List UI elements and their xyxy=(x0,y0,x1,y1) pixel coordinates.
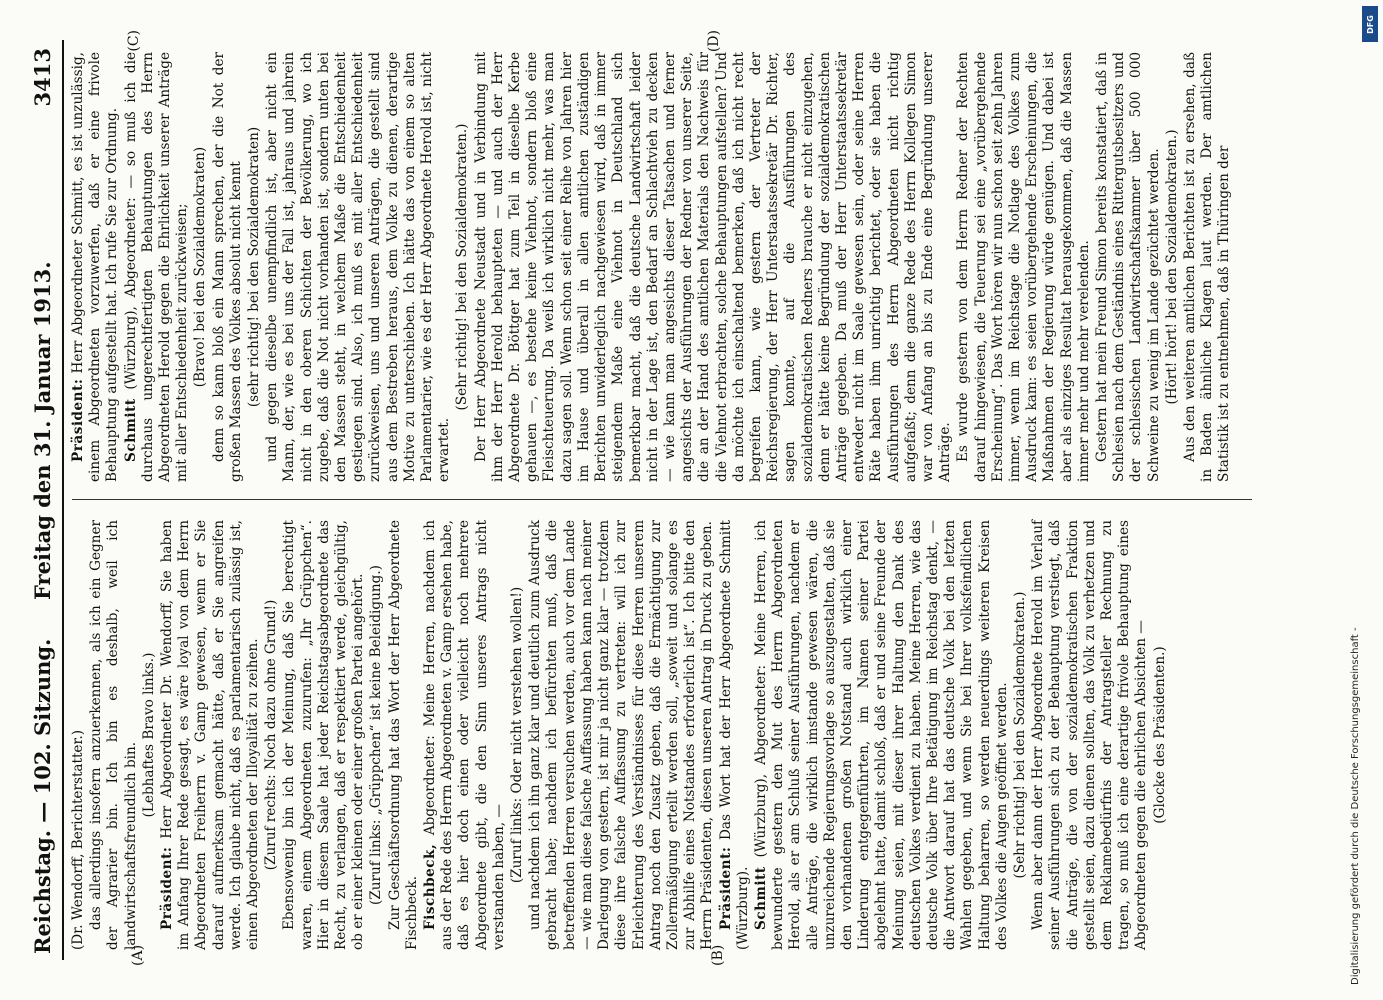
interjection: (Sehr richtig! bei den Sozialdemokraten.) xyxy=(454,123,471,411)
page-number: 3413 xyxy=(30,48,55,107)
text-paragraph: Wenn aber dann der Herr Abgeordnete Herold im Verlauf seiner Ausführungen sich zu der Behauptung verstiegt, daß die Anträge, die von der sozialdemokratischen Fraktion gestellt seien, dazu dienen sollten, das Volk zu verhetzen und dem Reklamebedürfnis der Antragsteller Rechnung zu tragen, so muß ich eine derartige frivole Behauptung eines Abgeordneten gegen die ehrlichen Absichten — xyxy=(1030,520,1150,950)
margin-mark-a: (A) xyxy=(130,944,146,966)
text-paragraph: Aus den weiteren amtlichen Berichten ist zu ersehen, daß in Baden ähnliche Klagen laut werden. Der amtlichen Statistik ist zu entnehmen, daß in Thüringen der xyxy=(1182,52,1233,482)
text-paragraph: Zur Geschäftsordnung hat das Wort der Herr Abgeordnete Fischbeck. xyxy=(386,520,420,950)
speaker-name: Präsident: xyxy=(159,846,176,930)
interjection: (Zuruf links: „Grüppchen“ ist keine Beleidigung.) xyxy=(368,565,385,905)
text-paragraph: Gestern hat mein Freund Simon bereits konstatiert, daß in Schlesien nach dem Geständnis eines Rittergutsbesitzers und der schlesischen Landwirtschaftskammer über 500 000 Schweine zu wenig im Lande gezüchtet werden. xyxy=(1093,52,1162,482)
right-column xyxy=(70,30,1235,482)
interjection: (Bravo! bei den Sozialdemokraten) xyxy=(192,146,209,388)
interjection: (Sehr richtig! bei den Sozialdemokraten.) xyxy=(1011,591,1028,879)
speech-text: Das Wort hat der Herr Abgeordnete Schmitt (Würzburg). xyxy=(717,520,751,950)
text-paragraph: Der Herr Abgeordnete Neustadt und in Verbindung mit ihm der Herr Herold behaupteten — und auch der Herr Abgeordnete Dr. Böttger hat zum Teil in dieselbe Kerbe gehauen —, es bestehe keine Viehnot, sondern bloß eine Fleischteuerung. Da weiß ich wirklich nicht mehr, was man dazu sagen soll. Wenn schon seit einer Reihe von Jahren hier im Hause und überall in allen amtlichen zuständigen Berichten unwiderleglich nachgewiesen wird, daß in immer steigendem Maße eine Viehnot in Deutschland sich bemerkbar macht, daß die deutsche Landwirtschaft leider nicht in der Lage ist, den Bedarf an Schlachtvieh zu decken — wie kann man angesichts dieser Tatsachen und ferner angesichts der Ausführungen der Redner von unserer Seite, die an der Hand des amtlichen Materials den Nachweis für die Viehnot erbrachten, solche Behauptungen aufstellen? Und da möchte ich einschaltend bemerken, daß ich nicht recht begreifen kann, wie gestern der Vertreter der Reichsregierung, der Herr Unterstaatssekretär Dr. Richter, sagen konnte, auf die Ausführungen des sozialdemokratischen Redners brauche er nicht einzugehen, denn er hätte keine Begründung der sozialdemokratischen Anträge gegeben. Da muß der Herr Unterstaatssekretär entweder nicht im Saale gewesen sein, oder seine Herren Räte haben ihm unrichtig berichtet, oder sie haben die Ausführungen des Herrn Abgeordneten nicht richtig aufgefaßt; denn die ganze Rede des Herrn Kollegen Simon war von Anfang an bis zu Ende eine Begründung unserer Anträge. xyxy=(472,52,954,482)
speech-paragraph xyxy=(70,52,122,482)
text-paragraph: und gegen dieselbe unempfindlich ist, aber nicht ein Mann, der, wie es bei uns der Fall ist, jahraus und jahrein nicht in den oberen Schichten der Bevölkerung, wo ich zugebe, daß die Not nicht vorhanden ist, sondern unten bei den Massen steht, in welchem Maße die Entschiedenheit gestiegen sind. Also, ich muß es mit aller Entschiedenheit zurückweisen, uns und unseren Anträgen, die gestellt sind aus dem Bestreben heraus, dem Volke zu dienen, derartige Motive zu unterschieben. Ich hätte das von einem so alten Parlamentarier, wie es der Herr Abgeordnete Herold ist, nicht erwartet. xyxy=(264,52,453,482)
digitization-credit: Digitalisierung gefördert durch die Deutsche Forschungsgemeinschaft - xyxy=(1350,627,1361,985)
text-paragraph: das allerdings insofern anzuerkennen, als ich ein Gegner der Agrarier bin. Ich bin es deshalb, weil ich landwirtschaftsfreundlich bin. xyxy=(88,520,139,950)
speech-paragraph xyxy=(422,520,508,950)
interjection: (Zuruf rechts: Noch dazu ohne Grund!) xyxy=(263,599,280,871)
speaker-name: Fischbeck, xyxy=(422,843,439,930)
speech-paragraph xyxy=(123,52,192,482)
interjection: (Hört! hört! bei den Sozialdemokraten.) xyxy=(1163,129,1180,405)
speech-paragraph xyxy=(718,520,752,950)
speaker-name: Schmitt xyxy=(752,866,769,930)
speech-text: Herr Abgeordneter Dr. Wendorff, Sie haben im Anfang Ihrer Rede gesagt, es wäre loyal von dem Herrn Abgeordneten Freiherrn v. Gamp gewesen, wenn er Sie darauf aufmerksam gemacht hätte, daß er Sie angreifen werde. Ich glaube nicht, daß es parlamentarisch zulässig ist, einen Abgeordneten der Illoyalität zu zeihen. xyxy=(159,520,262,950)
speaker-name: Präsident: xyxy=(717,846,734,930)
speaker-name: Schmitt xyxy=(122,398,139,462)
text-paragraph: Ebensowenig bin ich der Meinung, daß Sie berechtigt waren, einem Abgeordneten zuzurufen: „Ihr Grüppchen“. Hier in diesem Saale hat jeder Reichstagsabgeordnete das Recht, zu verlangen, daß er respektiert werde, gleichgültig, ob er einer kleinen oder einer großen Partei angehört. xyxy=(281,520,367,950)
text-paragraph: (Dr. Wendorff, Berichterstatter.) xyxy=(70,729,86,950)
header-session: Reichstag. — 102. Sitzung. xyxy=(30,638,55,954)
speech-text: (Würzburg), Abgeordneter: — so muß ich die durchaus ungerechtfertigten Behauptungen des Herrn Abgeordneten Herold gegen die Ehrlichkeit unserer Anträge mit aller Entschiedenheit zurückweisen; xyxy=(122,52,191,482)
dfg-logo: DFG xyxy=(1362,6,1378,42)
document-page xyxy=(20,30,1320,966)
column-separator xyxy=(72,499,1252,500)
text-paragraph: und nachdem ich ihn ganz klar und deutlich zum Ausdruck gebracht habe; nachdem ich befürchten muß, daß die betreffenden Herren versuchen werden, auch vor dem Lande — wie man diese falsche Auffassung haben kann nach meiner Darlegung von gestern, ist mir ja nicht ganz klar — trotzdem diese ihre falsche Auffassung zu vertreten: will ich zur Erleichterung des Verständnisses für diese Herren unserem Antrag noch den Zusatz geben, daß die Ermächtigung zur Zollermäßigung erteilt werden soll, „soweit und solange es zur Abhilfe eines Notstandes erforderlich ist“. Ich bitte den Herrn Präsidenten, diesen unseren Antrag in Druck zu geben. xyxy=(527,520,716,950)
header-date: Freitag den 31. Januar 1913. xyxy=(30,261,55,600)
header-rule xyxy=(62,40,64,960)
interjection: (Glocke des Präsidenten.) xyxy=(1151,646,1168,824)
left-column xyxy=(70,520,1170,966)
speech-paragraph xyxy=(753,520,1011,950)
margin-mark-c: (C) xyxy=(126,30,142,52)
speaker-name: Präsident: xyxy=(70,378,86,462)
speech-text: Abgeordneter: Meine Herren, nachdem ich aus der Rede des Herrn Abgeordneten v. Gamp ersehen habe, daß es hier doch einen oder vielleicht noch mehrere Abgeordnete gibt, die den Sinn unseres Antrags nicht verstanden haben, — xyxy=(422,520,507,950)
interjection: (Lebhaftes Bravo links.) xyxy=(140,652,157,818)
speech-text: (Würzburg), Abgeordneter: Meine Herren, ich bewunderte gestern den Mut des Herrn Abgeordneten Herold, als er am Schluß seiner Ausführungen, nachdem er alle Anträge, die wirklich imstande gewesen wären, die unzureichende Regierungsvorlage so auszugestalten, daß sie den vorhandenen großen Notstand auch wirklich einer Linderung entgegenführten, im Namen seiner Partei abgelehnt hatte, damit schloß, daß er und seine Freunde der Meinung seien, mit dieser ihrer Haltung den Dank des deutschen Volkes verdient zu haben. Meine Herren, wie das deutsche Volk über Ihre Betätigung im Reichstag denkt, — die Antwort darauf hat das deutsche Volk bei den letzten Wahlen gegeben, und wenn Sie bei Ihrer volksfeindlichen Haltung beharren, so werden neuerdings weiteren Kreisen des Volkes die Augen geöffnet werden. xyxy=(752,520,1010,950)
interjection: (sehr richtig! bei den Sozialdemokraten) xyxy=(246,126,263,408)
speech-text: Herr Abgeordneter Schmitt, es ist unzulässig, einem Abgeordneten vorzuwerfen, daß er eine frivole Behauptung aufgestellt hat. Ich rufe Sie zur Ordnung. xyxy=(70,52,121,482)
text-paragraph: denn so kann bloß ein Mann sprechen, der die Not der großen Massen des Volkes absolut nicht kennt xyxy=(210,52,244,482)
speech-paragraph xyxy=(159,520,262,950)
interjection: (Zuruf links: Oder nicht verstehen wollen!) xyxy=(509,586,526,884)
margin-mark-b: (B) xyxy=(710,944,726,966)
margin-mark-d: (D) xyxy=(706,30,722,53)
page-header xyxy=(26,40,58,960)
text-paragraph: Es wurde gestern von dem Herrn Redner der Rechten darauf hingewiesen, die Teuerung sei eine „vorübergehende Erscheinung“. Das Wort hören wir nun schon seit zehn Jahren immer, wenn im Reichstage die Notlage des Volkes zum Ausdruck kam: es seien vorübergehende Erscheinungen, die Maßnahmen der Regierung würde genügen. Und dabei ist aber als einziges Resultat herausgekommen, daß die Massen immer mehr und mehr verelenden. xyxy=(955,52,1092,482)
